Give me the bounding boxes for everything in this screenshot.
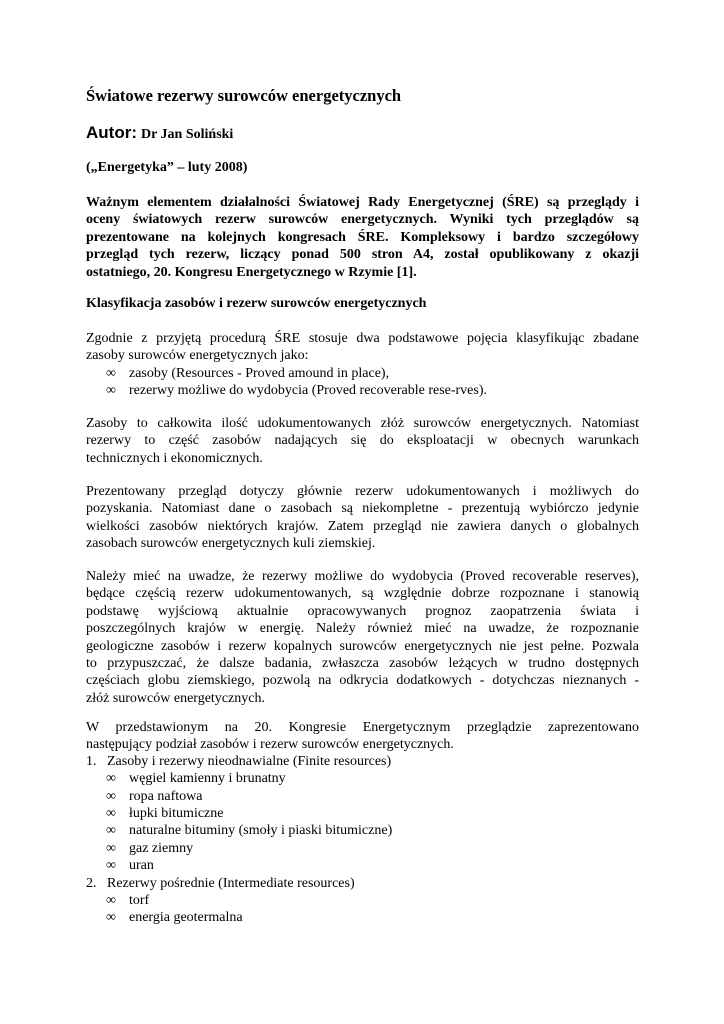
- bullet-infinity-icon: ∞: [106, 366, 116, 381]
- text-line: ostatniego, 20. Kongresu Energetycznego w Rzymie [1].: [86, 264, 417, 280]
- text-line: częściach globu ziemskiego, pozwolą na odkrycia dodatkowych - dotychczas nieznanych -: [86, 673, 639, 689]
- text-line: Zgodnie z przyjętą procedurą ŚRE stosuje dwa podstawowe pojęcia klasyfikując zbadane: [86, 331, 639, 346]
- group-heading: Rezerwy pośrednie (Intermediate resources): [107, 876, 355, 891]
- text-line: to przypuszczać, że dalsze badania, zwłaszcza zasobów leżących w trudno dostępnych: [86, 656, 639, 672]
- text-line: pozyskania. Natomiast dane o zasobach są niekompletne - prezentują wybiórczo jedynie: [86, 501, 639, 517]
- list-item: węgiel kamienny i brunatny: [129, 771, 286, 786]
- paragraph-1: [86, 330, 639, 365]
- text-line: technicznych i ekonomicznych.: [86, 450, 263, 466]
- list-item: energia geotermalna: [129, 910, 243, 925]
- text-line: podstawę wyjściową aktualnie opracowywanych prognoz zaopatrzenia świata i: [86, 603, 639, 619]
- bullet-infinity-icon: ∞: [106, 910, 116, 925]
- bullet-infinity-icon: ∞: [106, 789, 116, 804]
- author-label: Autor:: [86, 123, 137, 142]
- text-line: Zasoby to całkowita ilość udokumentowanych złóż surowców energetycznych. Natomiast: [86, 416, 639, 431]
- bullet-infinity-icon: ∞: [106, 823, 116, 838]
- text-line: złóż surowców energetycznych.: [86, 690, 265, 706]
- source-line: („Energetyka” – luty 2008): [86, 160, 248, 175]
- text-line: prezentowane na kolejnych kongresach ŚRE. Kompleksowy i bardzo szczegółowy: [86, 229, 639, 245]
- text-line: następujący podział zasobów i rezerw surowców energetycznych.: [86, 737, 454, 753]
- list-item: rezerwy możliwe do wydobycia (Proved recoverable rese-rves).: [129, 383, 488, 398]
- section-heading: Klasyfikacja zasobów i rezerw surowców energetycznych: [86, 296, 427, 311]
- lead-paragraph: [86, 194, 639, 281]
- paragraph-3: [86, 483, 639, 553]
- paragraph-5: [86, 719, 639, 754]
- list-item: gaz ziemny: [129, 841, 194, 856]
- list-number: 1.: [86, 754, 97, 769]
- document-title: Światowe rezerwy surowców energetycznych: [86, 86, 402, 105]
- text-line: oceny światowych rezerw surowców energetycznych. Wyniki tych przeglądów są: [86, 212, 639, 228]
- list-item: łupki bitumiczne: [129, 806, 224, 821]
- text-line: rezerwy to część zasobów nadających się do eksploatacji w obecnych warunkach: [86, 433, 639, 449]
- text-line: zasobach surowców energetycznych kuli ziemskiej.: [86, 536, 376, 552]
- list-item: torf: [129, 893, 150, 908]
- group-heading: Zasoby i rezerwy nieodnawialne (Finite resources): [107, 754, 392, 769]
- author-line: [86, 123, 233, 143]
- text-line: wielkości zasobów niektórych krajów. Zatem przegląd nie zawiera danych o globalnych: [86, 518, 639, 534]
- list-number: 2.: [86, 876, 97, 891]
- bullet-infinity-icon: ∞: [106, 858, 116, 873]
- bullet-infinity-icon: ∞: [106, 383, 116, 398]
- text-line: przegląd tych rezerw, liczący ponad 500 stron A4, został opublikowany z okazji: [86, 247, 639, 263]
- text-line: będące częścią rezerw udokumentowanych, są względnie dobrze rozpoznane i stanowią: [86, 586, 639, 602]
- text-line: Ważnym elementem działalności Światowej Rady Energetycznej (ŚRE) są przeglądy i: [86, 195, 639, 210]
- bullet-infinity-icon: ∞: [106, 893, 116, 908]
- author-name: Dr Jan Soliński: [140, 127, 234, 142]
- list-item: uran: [129, 858, 154, 873]
- text-line: geologiczne zasobów i rezerw kopalnych surowców energetycznych nie jest pełne. Pozwala: [86, 638, 639, 654]
- text-line: zasoby surowców energetycznych jako:: [86, 348, 309, 364]
- text-line: W przedstawionym na 20. Kongresie Energetycznym przeglądzie zaprezentowano: [86, 720, 639, 735]
- list-item: naturalne bituminy (smoły i piaski bitumiczne): [129, 823, 393, 838]
- text-line: Należy mieć na uwadze, że rezerwy możliwe do wydobycia (Proved recoverable reserves),: [86, 569, 639, 584]
- bullet-infinity-icon: ∞: [106, 771, 116, 786]
- list-item: ropa naftowa: [129, 789, 203, 804]
- text-line: poszczególnych krajów w energię. Należy również mieć na uwadze, że rozpoznanie: [86, 621, 639, 637]
- list-item: zasoby (Resources - Proved amound in place),: [129, 366, 390, 381]
- bullet-infinity-icon: ∞: [106, 806, 116, 821]
- bullet-infinity-icon: ∞: [106, 841, 116, 856]
- text-line: Prezentowany przegląd dotyczy głównie rezerw udokumentowanych i możliwych do: [86, 484, 639, 499]
- paragraph-2: [86, 415, 639, 467]
- paragraph-4: [86, 568, 639, 707]
